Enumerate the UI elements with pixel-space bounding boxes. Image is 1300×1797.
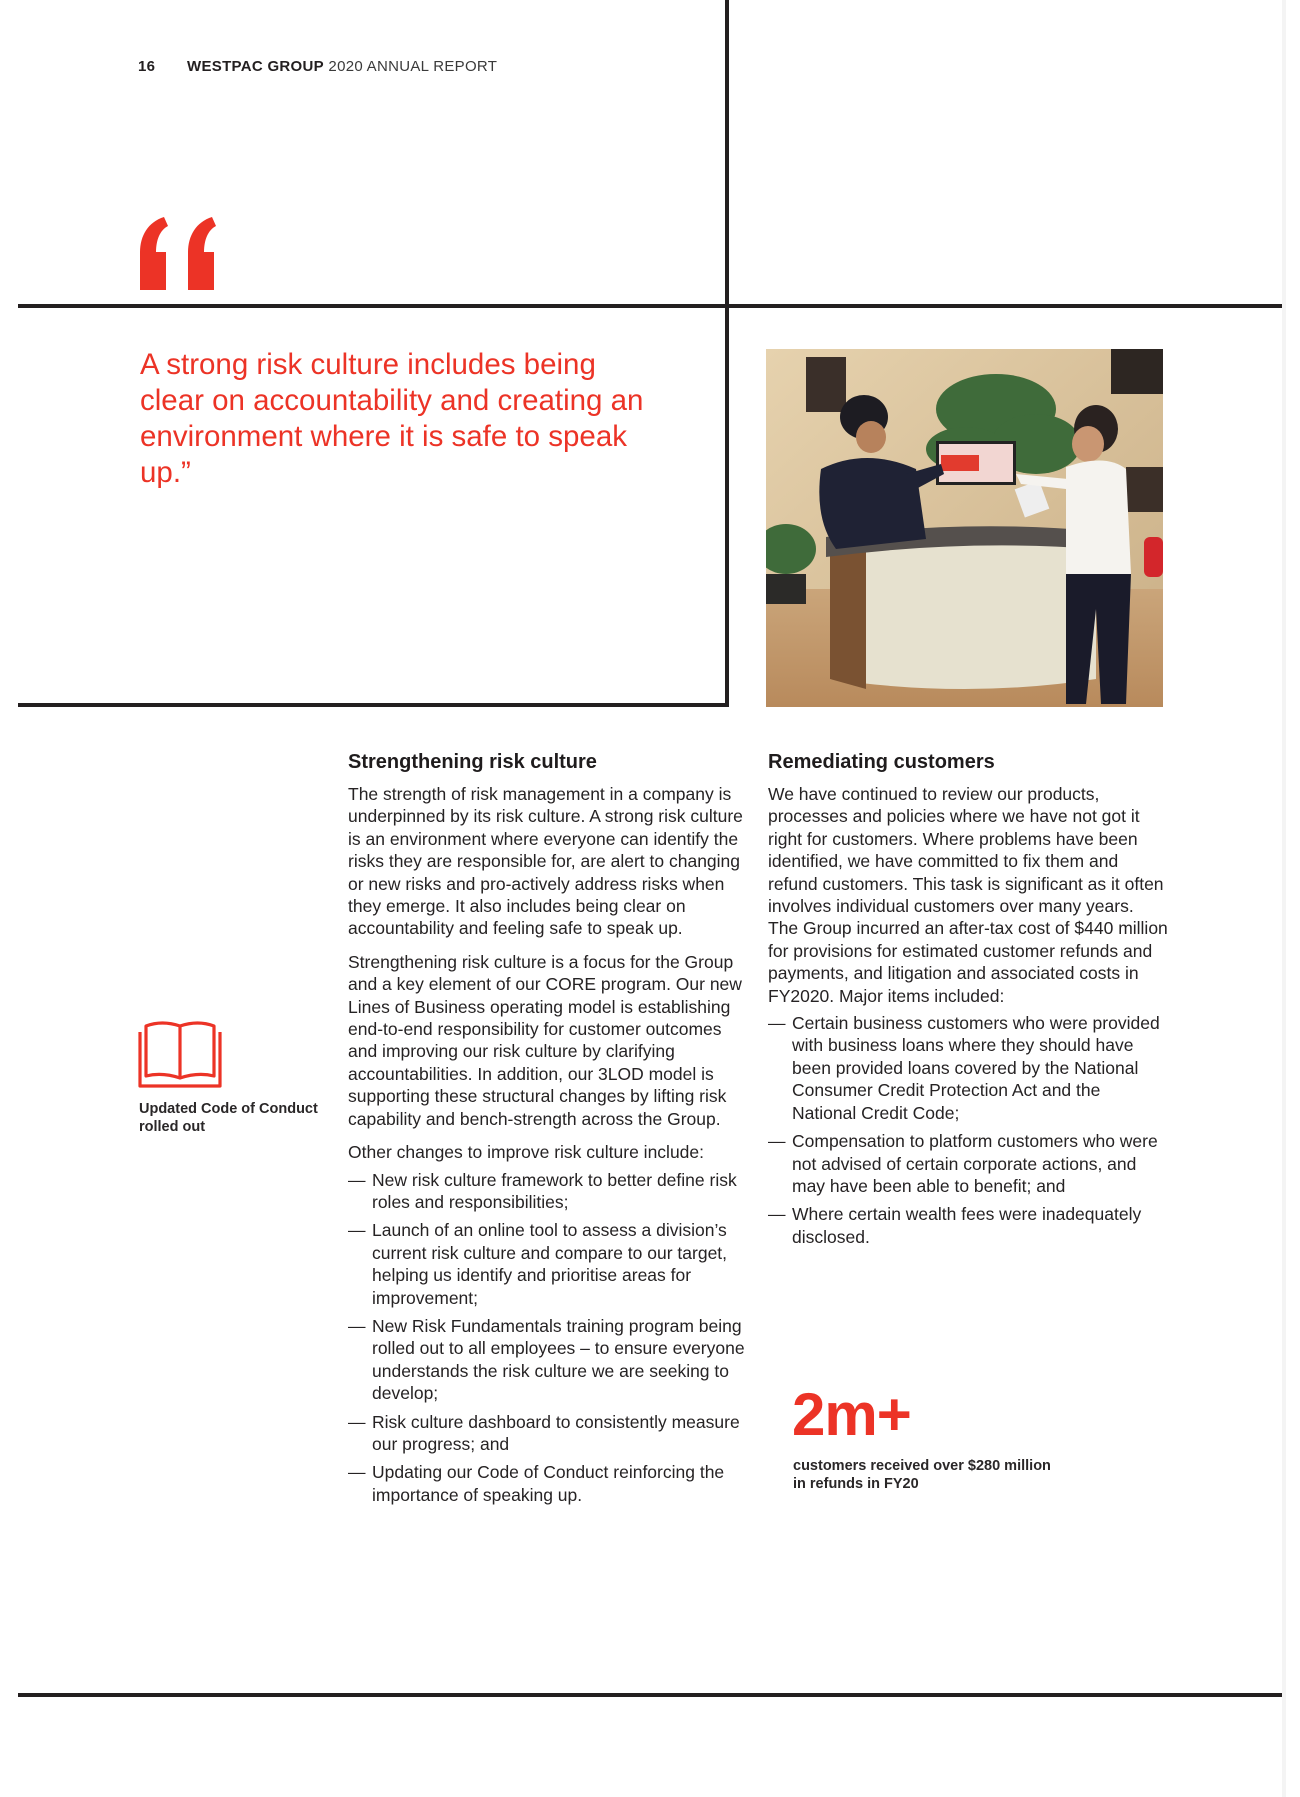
page-number: 16 xyxy=(138,58,156,75)
dash-bullet: — xyxy=(348,1462,366,1483)
section-heading: Remediating customers xyxy=(768,751,995,773)
branch-photo xyxy=(766,349,1163,707)
list-item: — Where certain wealth fees were inadequately disclosed. xyxy=(768,1204,1142,1247)
horizontal-divider-bottom xyxy=(18,1693,1282,1697)
dash-bullet: — xyxy=(768,1131,786,1152)
code-of-conduct-caption: Updated Code of Conduct rolled out xyxy=(139,1101,318,1135)
vertical-divider xyxy=(725,0,729,706)
horizontal-divider-middle xyxy=(18,703,729,707)
dash-bullet: — xyxy=(348,1169,366,1190)
open-quote-icon xyxy=(138,200,230,292)
dash-bullet: — xyxy=(768,1204,786,1225)
page-edge xyxy=(1282,0,1286,1797)
section-heading: Strengthening risk culture xyxy=(348,751,597,773)
bullet-list xyxy=(348,1169,748,1507)
list-item: — Launch of an online tool to assess a division’s current risk culture and compare to our target, helping us identify and prioritise areas for improvement; xyxy=(348,1220,728,1308)
list-item: — New risk culture framework to better define risk roles and responsibilities; xyxy=(348,1169,737,1212)
dash-bullet: — xyxy=(348,1315,366,1336)
remediating-section xyxy=(768,750,1168,1254)
list-item: — Certain business customers who were provided with business loans where they should have been provided loans covered by the National Consumer Credit Protection Act and the National Credit Code; xyxy=(768,1013,1160,1123)
open-book-icon xyxy=(138,1020,222,1088)
running-header xyxy=(138,58,497,75)
list-item: — Updating our Code of Conduct reinforcing the importance of speaking up. xyxy=(348,1462,725,1505)
bullet-list xyxy=(768,1012,1168,1248)
list-item: — Compensation to platform customers who were not advised of certain corporate actions, and may have been able to benefit; and xyxy=(768,1131,1158,1196)
brand-name: WESTPAC GROUP xyxy=(187,58,324,75)
list-item: — New Risk Fundamentals training program being rolled out to all employees – to ensure everyone understands the risk culture we are seeking to develop; xyxy=(348,1315,745,1404)
photo-illustration xyxy=(766,349,1163,707)
paragraph: Strengthening risk culture is a focus for the Group and a key element of our CORE program. Our new Lines of Business operating model is establishing end-to-end responsibility for customer outcomes and improving our risk culture by clarifying accountabilities. In addition, our 3LOD model is supporting these structural changes by lifting risk capability and bench-strength across the Group. xyxy=(348,951,742,1129)
paragraph: Other changes to improve risk culture include: xyxy=(348,1142,704,1163)
list-item: — Risk culture dashboard to consistently measure our progress; and xyxy=(348,1411,740,1454)
pull-quote: A strong risk culture includes being clear on accountability and creating an environment where it is safe to speak up.” xyxy=(140,348,644,489)
dash-bullet: — xyxy=(348,1411,366,1432)
horizontal-divider-top xyxy=(18,304,1282,308)
stat-value: 2m+ xyxy=(792,1381,911,1448)
dash-bullet: — xyxy=(348,1220,366,1241)
paragraph: We have continued to review our products, processes and policies where we have not got it right for customers. Where problems have been identified, we have committed to fix them and refund customers. This task is significant as it often involves individual customers over many years. The Group incurred an after-tax cost of $440 million for provisions for estimated customer refunds and payments, and litigation and associated costs in FY2020. Major items included: xyxy=(768,784,1168,1006)
report-title: 2020 ANNUAL REPORT xyxy=(323,58,498,75)
strengthening-section xyxy=(348,750,748,1512)
dash-bullet: — xyxy=(768,1013,786,1034)
paragraph: The strength of risk management in a company is underpinned by its risk culture. A strong risk culture is an environment where everyone can identify the risks they are responsible for, are alert to changing or new risks and pro-actively address risks when they emerge. It also includes being clear on accountability and feeling safe to speak up. xyxy=(348,784,743,939)
stat-caption: customers received over $280 million in refunds in FY20 xyxy=(793,1458,1051,1492)
